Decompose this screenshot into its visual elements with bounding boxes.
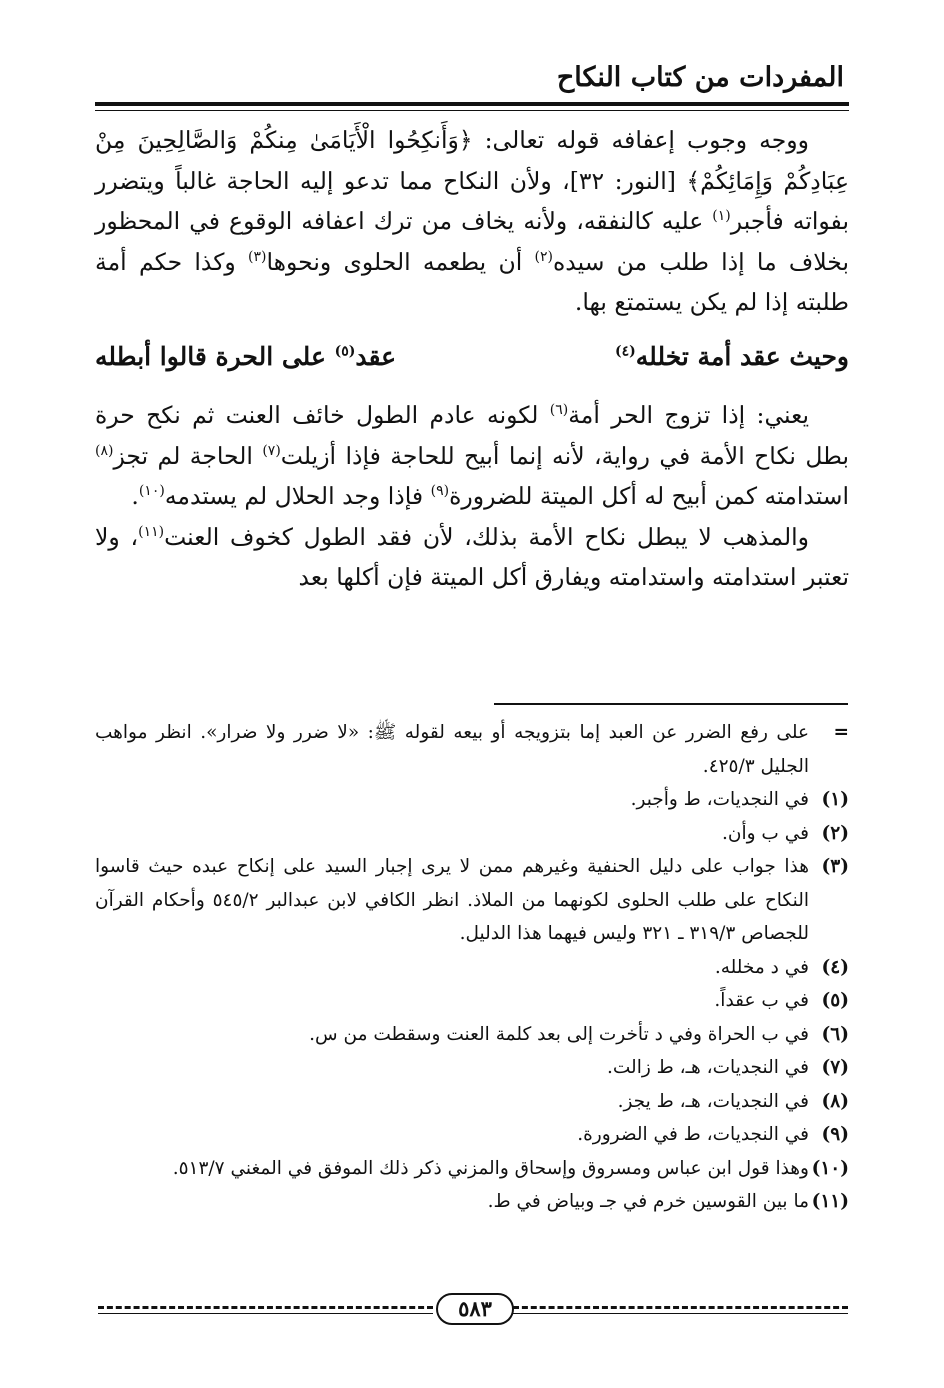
- footnote-number: =: [833, 722, 849, 743]
- page-footer: [98, 1293, 848, 1323]
- text-run: فإذا وجد الحلال لم يستدمه: [164, 482, 431, 510]
- footnote-number: (١١): [811, 1191, 849, 1212]
- footnote-number: (٢): [821, 822, 849, 844]
- footnote-ref-2: (٢): [534, 248, 553, 265]
- footnote: [95, 1051, 849, 1085]
- footnote-ref-8: (٨): [95, 442, 114, 459]
- footnote-text: في النجديات، هـ، ط يجز.: [617, 1090, 809, 1112]
- text-run: وكذا حكم أمة طلبته إذا لم يكن يستمتع بها.: [95, 247, 849, 316]
- footer-dashed-rule-left: [98, 1306, 433, 1309]
- verse-text: وحيث عقد أمة تخلله: [635, 341, 849, 371]
- footnote-number: (٧): [821, 1057, 849, 1078]
- footnote: [95, 1185, 849, 1219]
- footnote-ref-1: (١): [712, 208, 731, 225]
- text-run: ووجه وجوب إعفافه قوله تعالى: ﴿وَأَنكِحُوا الْأَيَامَىٰ مِنكُمْ وَالصَّالِحِينَ مِنْ عِبَادِكُمْ وَإِمَائِكُمْ﴾ [النور: ٣٢]، ولأن النكاح مما تدعو إليه الحاجة غالباً ويتضرر بفواته فأجبر: [95, 126, 849, 235]
- footnotes: [95, 716, 849, 1219]
- text-run: استدامته كمن أبيح له أكل الميتة للضرورة: [449, 482, 849, 510]
- footnote: [95, 850, 849, 951]
- footnote-ref-11: (١١): [138, 523, 165, 540]
- footnote-ref-3: (٣): [248, 248, 267, 265]
- text-run: ، ولا تعتبر استدامته واستدامته ويفارق أكل الميتة فإن أكلها بعد: [95, 522, 849, 591]
- footnote-text: على رفع الضرر عن العبد إما بتزويجه أو بيعه لقوله ﷺ: «لا ضرر ولا ضرار». انظر مواهب الجليل ٤٢٥/٣.: [95, 722, 809, 777]
- verse-text: على الحرة قالوا أبطله: [95, 341, 335, 371]
- footnote: [95, 716, 849, 783]
- header-rule-thick: [95, 102, 849, 106]
- verse-hemistich-right: [615, 337, 849, 378]
- footnote-ref-6: (٦): [549, 402, 569, 419]
- footnote: [95, 1085, 849, 1119]
- footnote: [95, 783, 849, 817]
- text-run: لكونه عادم الطول خائف العنت ثم نكح حرة بطل نكاح الأمة في رواية، لأنه إنما أبيح للحاجة فإذا أزيلت: [95, 401, 850, 470]
- header-rule-thin: [95, 110, 849, 111]
- footnote-text: في د مخلله.: [714, 956, 809, 978]
- footnote-number: (٤): [821, 956, 849, 978]
- footnote-text: هذا جواب على دليل الحنفية وغيرهم ممن لا يرى إجبار السيد على إنكاح عبده حيث قاسوا النكاح على طلب الحلوى لكونهما من الملاذ. انظر الكافي لابن عبدالبر ٥٤٥/٢ وأحكام القرآن للجصاص ٣١٩/٣ ـ ٣٢١ وليس فيهما هذا الدليل.: [95, 856, 809, 944]
- footnote-number: (٥): [821, 990, 849, 1011]
- footnote-text: في ب وأن.: [722, 822, 809, 844]
- footnote: [95, 817, 849, 851]
- footnote-text: في النجديات، ط في الضرورة.: [577, 1124, 809, 1145]
- text-run: .: [131, 482, 139, 510]
- verse-line: [95, 337, 849, 378]
- footnote-text: وهذا قول ابن عباس ومسروق وإسحاق والمزني ذكر ذلك الموفق في المغني ٥١٣/٧.: [172, 1157, 809, 1179]
- footnote-number: (٩): [821, 1124, 849, 1145]
- footer-dashed-rule-right: [513, 1306, 848, 1309]
- footnote: [95, 984, 849, 1018]
- footnote-number: (١): [821, 789, 849, 810]
- page-number: ٥٨٣: [436, 1293, 514, 1325]
- footnote: [95, 951, 849, 985]
- text-run: والمذهب لا يبطل نكاح الأمة بذلك، لأن فقد الطول كخوف العنت: [164, 522, 809, 551]
- footnote-ref-4: (٤): [615, 343, 636, 360]
- footnote-number: (١٠): [811, 1157, 849, 1179]
- main-text: [95, 120, 849, 598]
- footnote-number: (٣): [821, 856, 849, 877]
- footnote-text: في ب عقداً.: [714, 990, 809, 1011]
- verse-hemistich-left: [95, 337, 396, 378]
- footnote-ref-7: (٧): [262, 442, 281, 459]
- paragraph-2: [95, 395, 849, 517]
- text-run: يعني: إذا تزوج الحر أمة: [568, 401, 809, 429]
- text-run: الحاجة لم تجز: [113, 441, 263, 470]
- footer-rule-left: [98, 1313, 433, 1314]
- running-head: المفردات من كتاب النكاح: [556, 62, 844, 93]
- footnote-ref-5: (٥): [334, 343, 356, 360]
- text-run: عليه كالنفقه، ولأنه يخاف من ترك اعفافه الوقوع في المحظور بخلاف ما إذا طلب من سيده: [95, 207, 850, 276]
- footnote-text: في النجديات، ط وأجبر.: [630, 789, 809, 810]
- text-run: أن يطعمه الحلوى ونحوها: [266, 247, 535, 276]
- footnote: [95, 1152, 849, 1186]
- footnote: [95, 1118, 849, 1152]
- verse-text: عقد: [355, 341, 397, 371]
- footnote: [95, 1018, 849, 1052]
- footnote-number: (٨): [821, 1090, 849, 1112]
- footnote-text: في ب الحراة وفي د تأخرت إلى بعد كلمة العنت وسقطت من س.: [309, 1023, 809, 1045]
- footnote-text: ما بين القوسين خرم في جـ وبياض في ط.: [487, 1191, 809, 1212]
- paragraph-3: [95, 517, 849, 598]
- footnote-number: (٦): [821, 1023, 849, 1045]
- footnote-separator: [494, 703, 848, 705]
- footnote-ref-9: (٩): [430, 483, 450, 500]
- footer-rule-right: [513, 1313, 848, 1314]
- footnote-ref-10: (١٠): [138, 483, 165, 500]
- footnote-text: في النجديات، هـ، ط زالت.: [607, 1057, 809, 1078]
- paragraph-1: [95, 120, 849, 323]
